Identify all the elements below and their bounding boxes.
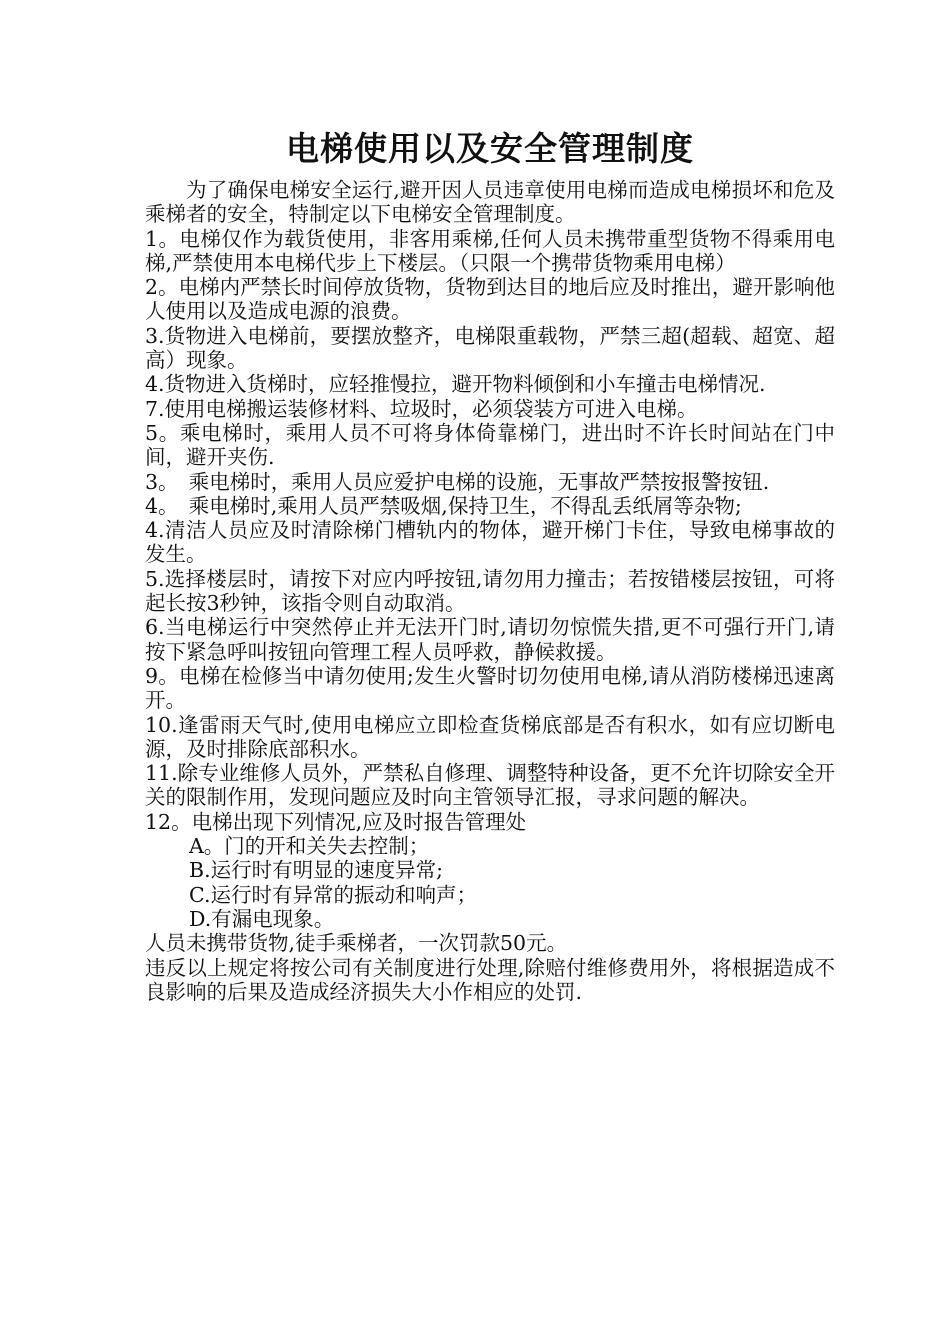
rule-paragraph: 5.选择楼层时，请按下对应内呼按钮,请勿用力撞击；若按错楼层按钮，可将起长按3秒钟，该指令则自动取消。 bbox=[145, 566, 835, 616]
rule-paragraph: 4.货物进入货梯时，应轻推慢拉，避开物料倾倒和小车撞击电梯情况. bbox=[145, 372, 766, 397]
rule-paragraph: 9。电梯在检修当中请勿使用;发生火警时切勿使用电梯,请从消防楼梯迅速离开。 bbox=[145, 663, 835, 713]
rule-paragraph: 2。电梯内严禁长时间停放货物，货物到达目的地后应及时推出，避开影响他人使用以及造成电源的浪费。 bbox=[145, 275, 835, 324]
rule-paragraph: 10.逢雷雨天气时,使用电梯应立即检查货梯底部是否有积水，如有应切断电源，及时排除底部积水。 bbox=[145, 712, 835, 761]
rule-paragraph: 3。 乘电梯时，乘用人员应爱护电梯的设施，无事故严禁按报警按钮. bbox=[145, 469, 770, 494]
sub-item: C.运行时有异常的振动和响声； bbox=[189, 882, 477, 907]
rule-paragraph: 4。 乘电梯时,乘用人员严禁吸烟,保持卫生，不得乱丢纸屑等杂物; bbox=[145, 493, 742, 518]
sub-item: D.有漏电现象。 bbox=[189, 906, 335, 931]
sub-item: B.运行时有明显的速度异常; bbox=[189, 858, 443, 883]
document-body bbox=[145, 178, 835, 1004]
document-content bbox=[145, 126, 835, 1004]
rule-paragraph: 6.当电梯运行中突然停止并无法开门时,请切勿惊慌失措,更不可强行开门,请按下紧急呼叫按钮向管理工程人员呼救，静候救援。 bbox=[145, 615, 835, 664]
rule-paragraph: 3.货物进入电梯前，要摆放整齐，电梯限重载物，严禁三超(超载、超宽、超高）现象。 bbox=[145, 323, 835, 373]
rule-paragraph: 12。电梯出现下列情况,应及时报告管理处 bbox=[145, 809, 527, 834]
document-title: 电梯使用以及安全管理制度 bbox=[286, 129, 694, 168]
rule-paragraph: 1。电梯仅作为载货使用，非客用乘梯,任何人员未携带重型货物不得乘用电梯,严禁使用本电梯代步上下楼层。（只限一个携带货物乘用电梯） bbox=[145, 226, 835, 275]
rule-paragraph: 11.除专业维修人员外，严禁私自修理、调整特种设备，更不允许切除安全开关的限制作用，发现问题应及时向主管领导汇报，寻求问题的解决。 bbox=[145, 761, 835, 810]
closing-paragraph: 违反以上规定将按公司有关制度进行处理,除赔付维修费用外，将根据造成不良影响的后果及造成经济损失大小作相应的处罚. bbox=[145, 955, 835, 1004]
rule-paragraph: 5。乘电梯时，乘用人员不可将身体倚靠梯门，进出时不许长时间站在门中间，避开夹伤. bbox=[145, 420, 835, 470]
intro-paragraph: 为了确保电梯安全运行,避开因人员违章使用电梯而造成电梯损坏和危及乘梯者的安全，特制定以下电梯安全管理制度。 bbox=[145, 178, 835, 227]
rule-paragraph: 7.使用电梯搬运装修材料、垃圾时，必须袋装方可进入电梯。 bbox=[145, 396, 698, 421]
sub-item: A。门的开和关失去控制； bbox=[189, 834, 430, 859]
rule-paragraph: 4.清洁人员应及时清除梯门槽轨内的物体，避开梯门卡住，导致电梯事故的发生。 bbox=[145, 518, 835, 567]
closing-paragraph: 人员未携带货物,徒手乘梯者，一次罚款50元。 bbox=[145, 931, 568, 956]
